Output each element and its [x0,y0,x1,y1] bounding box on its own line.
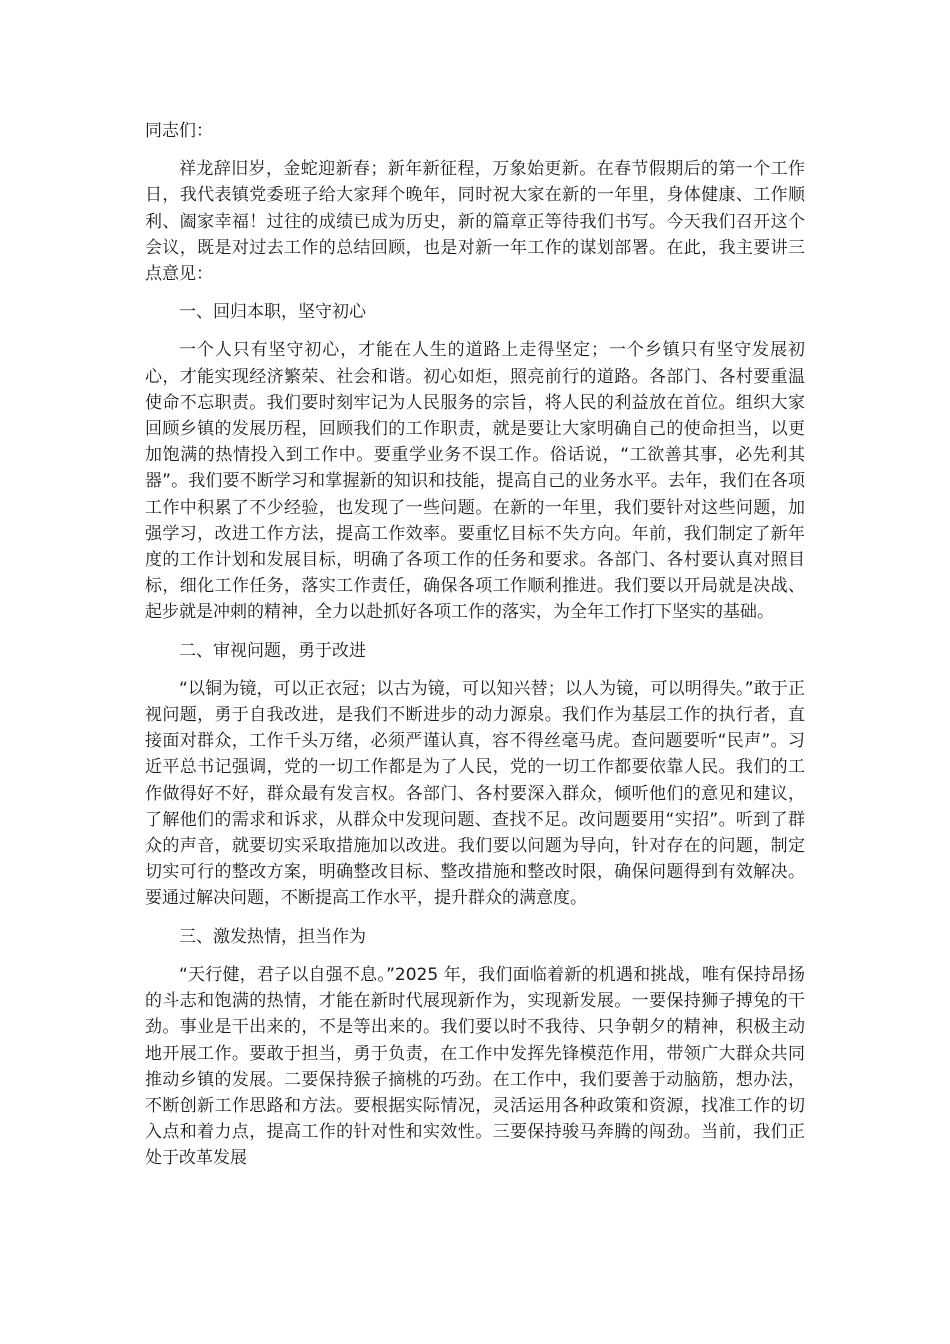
section-body-1: 一个人只有坚守初心，才能在人生的道路上走得坚定；一个乡镇只有坚守发展初心，才能实现经济繁荣、社会和谐。初心如炬，照亮前行的道路。各部门、各村要重温使命不忘职责。我们要时刻牢记为人民服务的宗旨，将人民的利益放在首位。组织大家回顾乡镇的发展历程，回顾我们的工作职责，就是要让大家明确自己的使命担当，以更加饱满的热情投入到工作中。要重学业务不误工作。俗话说，“工欲善其事，必先利其器”。我们要不断学习和掌握新的知识和技能，提高自己的业务水平。去年，我们在各项工作中积累了不少经验，也发现了一些问题。在新的一年里，我们要针对这些问题，加强学习，改进工作方法，提高工作效率。要重忆目标不失方向。年前，我们制定了新年度的工作计划和发展目标，明确了各项工作的任务和要求。各部门、各村要认真对照目标，细化工作任务，落实工作责任，确保各项工作顺利推进。我们要以开局就是决战、起步就是冲刺的精神，全力以赴抓好各项工作的落实，为全年工作打下坚实的基础。 [145,340,805,623]
section-body-3: “天行健，君子以自强不息。”2025 年，我们面临着新的机遇和挑战，唯有保持昂扬的斗志和饱满的热情，才能在新时代展现新作为，实现新发展。一要保持狮子搏兔的干劲。事业是干出来的，不是等出来的。我们要以时不我待、只争朝夕的精神，积极主动地开展工作。要敢于担当，勇于负责，在工作中发挥先锋模范作用，带领广大群众共同推动乡镇的发展。二要保持猴子摘桃的巧劲。在工作中，我们要善于动脑筋，想办法，不断创新工作思路和方法。要根据实际情况，灵活运用各种政策和资源，找准工作的切入点和着力点，提高工作的针对性和实效性。三要保持骏马奔腾的闯劲。当前，我们正处于改革发展 [145,964,805,1169]
document-body [145,118,805,1184]
intro-paragraph: 祥龙辞旧岁，金蛇迎新春；新年新征程，万象始更新。在春节假期后的第一个工作日，我代表镇党委班子给大家拜个晚年，同时祝大家在新的一年里，身体健康、工作顺利、阖家幸福！过往的成绩已成为历史，新的篇章正等待我们书写。今天我们召开这个会议，既是对过去工作的总结回顾，也是对新一年工作的谋划部署。在此，我主要讲三点意见： [145,159,805,285]
section-body-2: “以铜为镜，可以正衣冠；以古为镜，可以知兴替；以人为镜，可以明得失。”敢于正视问题，勇于自我改进，是我们不断进步的动力源泉。我们作为基层工作的执行者，直接面对群众，工作千头万绪，必须严谨认真，容不得丝毫马虎。查问题要听“民声”。习近平总书记强调，党的一切工作都是为了人民，党的一切工作都要依靠人民。我们的工作做得好不好，群众最有发言权。各部门、各村要深入群众，倾听他们的意见和建议，了解他们的需求和诉求，从群众中发现问题、查找不足。改问题要用“实招”。听到了群众的声音，就要切实采取措施加以改进。我们要以问题为导向，针对存在的问题，制定切实可行的整改方案，明确整改目标、整改措施和整改时限，确保问题得到有效解决。要通过解决问题，不断提高工作水平，提升群众的满意度。 [145,678,805,909]
section-heading-2: 二、审视问题，勇于改进 [179,640,366,661]
salutation: 同志们： [145,121,213,141]
section-heading-1: 一、回归本职，坚守初心 [179,302,366,323]
section-heading-3: 三、激发热情，担当作为 [179,926,366,947]
